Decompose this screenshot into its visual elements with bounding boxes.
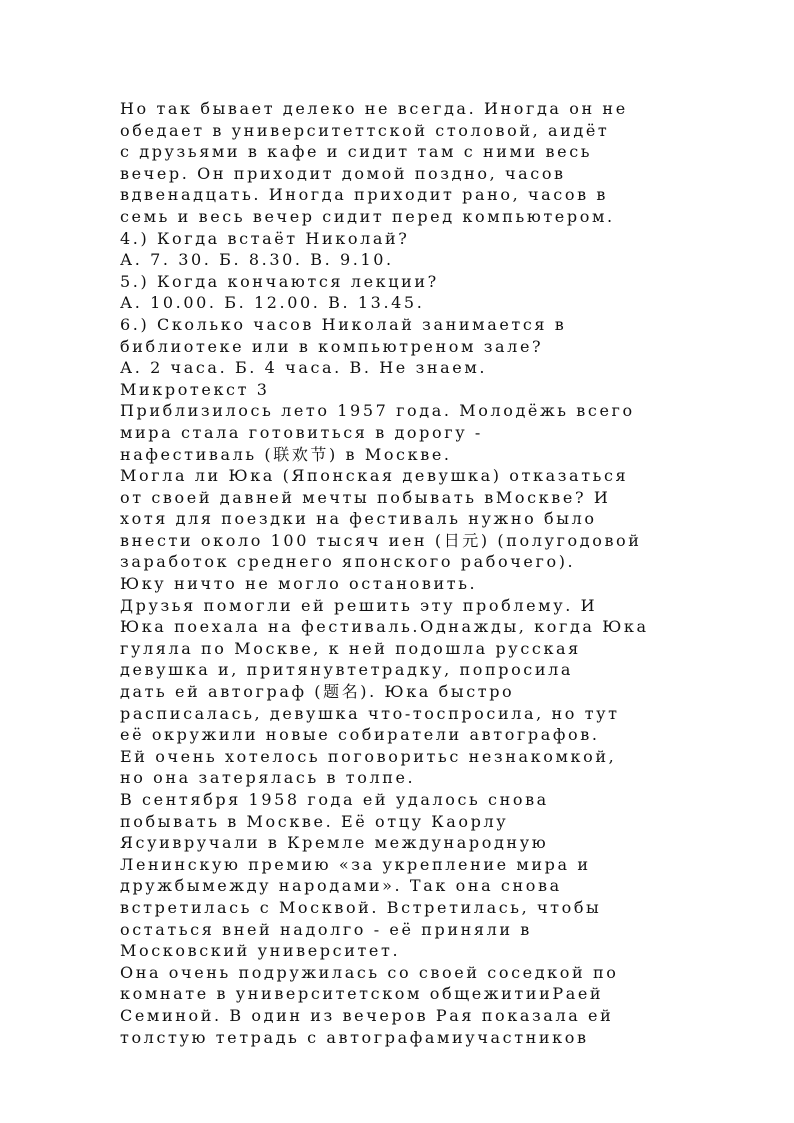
question-5: 5.) Когда кончаются лекции? — [120, 271, 439, 291]
document-page — [120, 98, 680, 1048]
text-line: внести около 100 тысяч иен (日元) (полугодовой — [120, 530, 642, 550]
text-line: вдвенадцать. Иногда приходит рано, часов в — [120, 185, 609, 205]
text-line: Московский университет. — [120, 941, 401, 961]
text-line: хотя для поездки на фестиваль нужно было — [120, 509, 597, 529]
text-line: Ей очень хотелось поговоритьс незнакомкой, — [120, 746, 617, 766]
text-line: заработок среднего японского рабочего). — [120, 552, 576, 572]
text-line: толстую тетрадь с автографамиучастников — [120, 1027, 589, 1047]
question-6-cont: библиотеке или в компьютреном зале? — [120, 336, 544, 356]
text-line: обедает в университеттской столовой, аидёт — [120, 120, 610, 140]
text-line: Могла ли Юка (Японская девушка) отказаться — [120, 466, 629, 486]
text-line: с друзьями в кафе и сидит там с ними весь — [120, 142, 593, 162]
text-line: Она очень подружилась со своей соседкой по — [120, 962, 619, 982]
answer-options-6: А. 2 часа. Б. 4 часа. В. Не знаем. — [120, 358, 488, 378]
text-line: её окружили новые собиратели автографов. — [120, 725, 600, 745]
text-line: вечер. Он приходит домой поздно, часов — [120, 163, 566, 183]
answer-options-4: А. 7. 30. Б. 8.30. В. 9.10. — [120, 250, 394, 270]
section-heading: Микротекст 3 — [120, 379, 270, 399]
text-line: от своей давней мечты побывать вМоскве? И — [120, 487, 611, 507]
text-line: остаться вней надолго - её приняли в — [120, 919, 532, 939]
question-4: 4.) Когда встаёт Николай? — [120, 228, 410, 248]
text-line: гуляла по Москве, к ней подошла русская — [120, 638, 581, 658]
text-line: Ясуивручали в Кремле международную — [120, 833, 549, 853]
text-line: встретилась с Москвой. Встретилась, чтобы — [120, 897, 602, 917]
text-line: мира стала готовиться в дорогу - — [120, 422, 483, 442]
text-line: В сентября 1958 года ей удалось снова — [120, 790, 549, 809]
text-line: побывать в Москве. Её отцу Каорлу — [120, 811, 509, 831]
text-line: семь и весь вечер сидит перед компьютером. — [120, 206, 615, 226]
text-line: Приблизилось лето 1957 года. Молодёжь всего — [120, 401, 635, 421]
text-line: Друзья помогли ей решить эту проблему. И — [120, 595, 598, 615]
answer-options-5: А. 10.00. Б. 12.00. В. 13.45. — [120, 293, 425, 313]
text-line: Юку ничто не могло остановить. — [120, 574, 478, 594]
text-line: но она затерялась в толпе. — [120, 768, 416, 788]
text-line: девушка и, притянувтетрадку, попросила — [120, 660, 574, 680]
text-line: Но так бывает делеко не всегда. Иногда он не — [120, 99, 628, 118]
text-line: комнате в университетском общежитииРаей — [120, 984, 604, 1004]
text-line: дружбымежду народами». Так она снова — [120, 876, 562, 896]
text-line: Юка поехала на фестиваль.Однажды, когда Юка — [120, 617, 649, 637]
question-6: 6.) Сколько часов Николай занимается в — [120, 314, 567, 334]
text-line: дать ей автограф (题名). Юка быстро — [120, 682, 515, 702]
text-line: нафестиваль (联欢节) в Москве. — [120, 444, 452, 464]
text-line: Семиной. В один из вечеров Рая показала ей — [120, 1005, 614, 1025]
text-line: Ленинскую премию «за укрепление мира и — [120, 854, 591, 874]
text-line: расписалась, девушка что-тоспросила, но тут — [120, 703, 620, 723]
